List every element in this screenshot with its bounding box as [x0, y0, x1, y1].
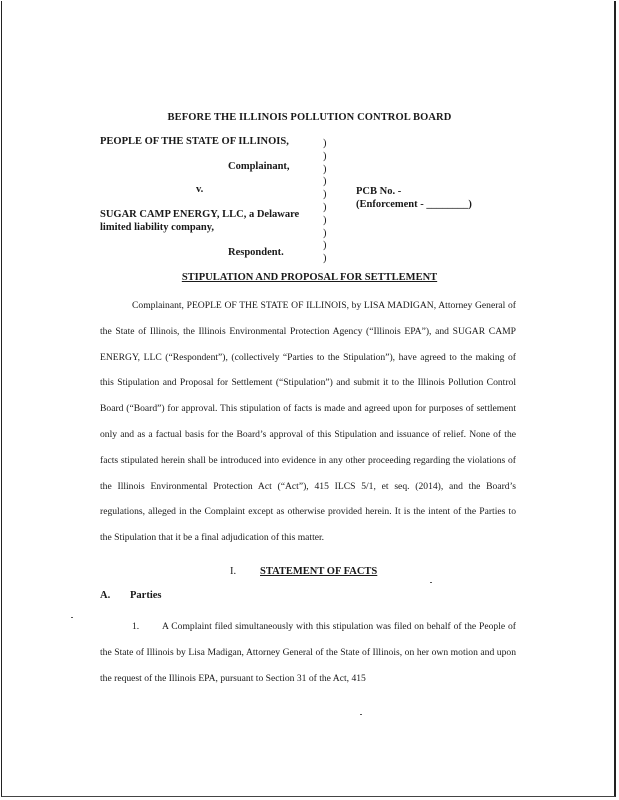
versus-label: v.: [196, 184, 204, 195]
caption-parentheses: [323, 138, 327, 266]
paren: ): [323, 138, 327, 149]
respondent-label: Respondent.: [228, 247, 284, 258]
plaintiff-name: PEOPLE OF THE STATE OF ILLINOIS,: [100, 136, 289, 147]
paren: ): [323, 150, 327, 162]
intro-paragraph: Complainant, PEOPLE OF THE STATE OF ILLINOIS, by LISA MADIGAN, Attorney General of the State of Illinois, the Illinois Environmental Protection Agency (“Illinois EPA”), and SUGAR CAMP ENERGY, LLC (“Respondent”), (collectively “Parties to the Stipulation”), have agreed to the making of this Stipulation and Proposal for Settlement (“Stipulation”) and submit it to the Illinois Pollution Control Board (“Board”) for approval. This stipulation of facts is made and agreed upon for purposes of settlement only and as a factual basis for the Board’s approval of this Stipulation and issuance of relief. None of the facts stipulated herein shall be introduced into evidence in any other proceeding regarding the violations of the Illinois Environmental Protection Act (“Act”), 415 ILCS 5/1, et seq. (2014), and the Board’s regulations, alleged in the Complaint except as otherwise provided herein. It is the intent of the Parties to the Stipulation that it be a final adjudication of this matter.: [100, 300, 516, 544]
paren: ): [323, 176, 327, 188]
paren: ): [323, 214, 327, 226]
section-title: STATEMENT OF FACTS: [260, 566, 378, 577]
paren: ): [323, 189, 327, 201]
subsection-letter: A.: [100, 590, 111, 601]
section-roman-numeral: I.: [230, 566, 237, 577]
subsection-title: Parties: [130, 590, 162, 601]
paren: ): [323, 227, 327, 239]
scan-speck: [430, 582, 432, 583]
paren: ): [323, 201, 327, 213]
complainant-label: Complainant,: [228, 161, 290, 172]
paragraph-number: 1.: [132, 621, 140, 632]
defendant-line-1: SUGAR CAMP ENERGY, LLC, a Delaware: [100, 209, 300, 220]
paren: ): [323, 240, 327, 252]
scan-speck: [360, 714, 362, 715]
scan-speck: [71, 617, 73, 618]
pcb-number: PCB No. -: [356, 186, 402, 197]
paren: ): [323, 163, 327, 175]
defendant-line-2: limited liability company,: [100, 222, 215, 233]
document-title: STIPULATION AND PROPOSAL FOR SETTLEMENT: [181, 272, 438, 283]
board-heading: BEFORE THE ILLINOIS POLLUTION CONTROL BOARD: [167, 112, 452, 123]
paragraph-1: [100, 614, 516, 691]
paragraph-1-text: A Complaint filed simultaneously with this stipulation was filed on behalf of the People of the State of Illinois by Lisa Madigan, Attorney General of the State of Illinois, on her own motion and upon the request of the Illinois EPA, pursuant to Section 31 of the Act, 415: [100, 621, 516, 684]
paren: ): [323, 253, 327, 265]
enforcement-line: (Enforcement - ________): [356, 199, 472, 210]
